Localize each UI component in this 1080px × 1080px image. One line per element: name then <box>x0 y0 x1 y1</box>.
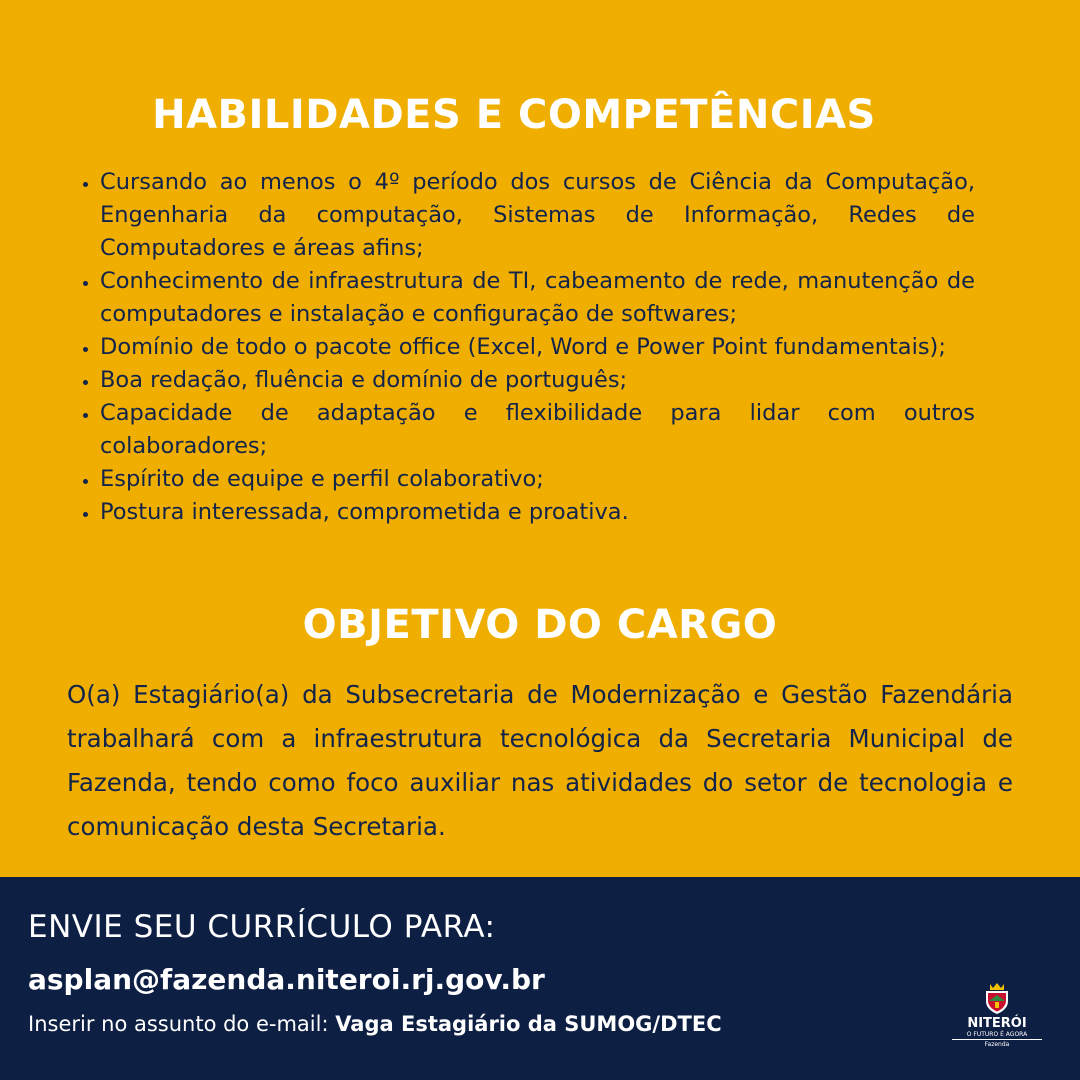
logo-department: Fazenda <box>984 1041 1010 1048</box>
subject-text: Vaga Estagiário da SUMOG/DTEC <box>335 1012 722 1036</box>
skills-list-item: • Cursando ao menos o 4º período dos cursos de Ciência da Computação, Engenharia da computação, Sistemas de Informação, Redes de Computadores e áreas afins; <box>100 166 975 265</box>
skills-list-item: • Domínio de todo o pacote office (Excel, Word e Power Point fundamentais); <box>100 331 975 364</box>
email-subject-instruction <box>28 1012 722 1036</box>
send-cv-label: ENVIE SEU CURRÍCULO PARA: <box>28 909 496 945</box>
skills-list-item: • Boa redação, fluência e domínio de português; <box>100 364 975 397</box>
objective-title: OBJETIVO DO CARGO <box>302 602 778 648</box>
contact-email[interactable]: asplan@fazenda.niteroi.rj.gov.br <box>28 963 545 996</box>
skills-list-item: • Conhecimento de infraestrutura de TI, cabeamento de rede, manutenção de computadores e instalação e configuração de softwares; <box>100 265 975 331</box>
niteroi-logo <box>952 981 1042 1069</box>
subject-prefix: Inserir no assunto do e-mail: <box>28 1012 336 1036</box>
coat-of-arms-icon <box>982 981 1012 1015</box>
logo-name: NITERÓI <box>967 1016 1027 1031</box>
skills-list <box>72 166 975 529</box>
logo-tagline: O FUTURO É AGORA <box>952 1031 1042 1040</box>
skills-list-item: • Espírito de equipe e perfil colaborativo; <box>100 463 975 496</box>
skills-title: HABILIDADES E COMPETÊNCIAS <box>152 92 876 138</box>
skills-list-item: • Postura interessada, comprometida e proativa. <box>100 496 975 529</box>
skills-list-item: • Capacidade de adaptação e flexibilidade para lidar com outros colaboradores; <box>100 397 975 463</box>
objective-text: O(a) Estagiário(a) da Subsecretaria de Modernização e Gestão Fazendária trabalhará com a infraestrutura tecnológica da Secretaria Municipal de Fazenda, tendo como foco auxiliar nas atividades do setor de tecnologia e comunicação desta Secretaria. <box>67 680 1013 841</box>
contact-footer <box>0 877 1080 1080</box>
